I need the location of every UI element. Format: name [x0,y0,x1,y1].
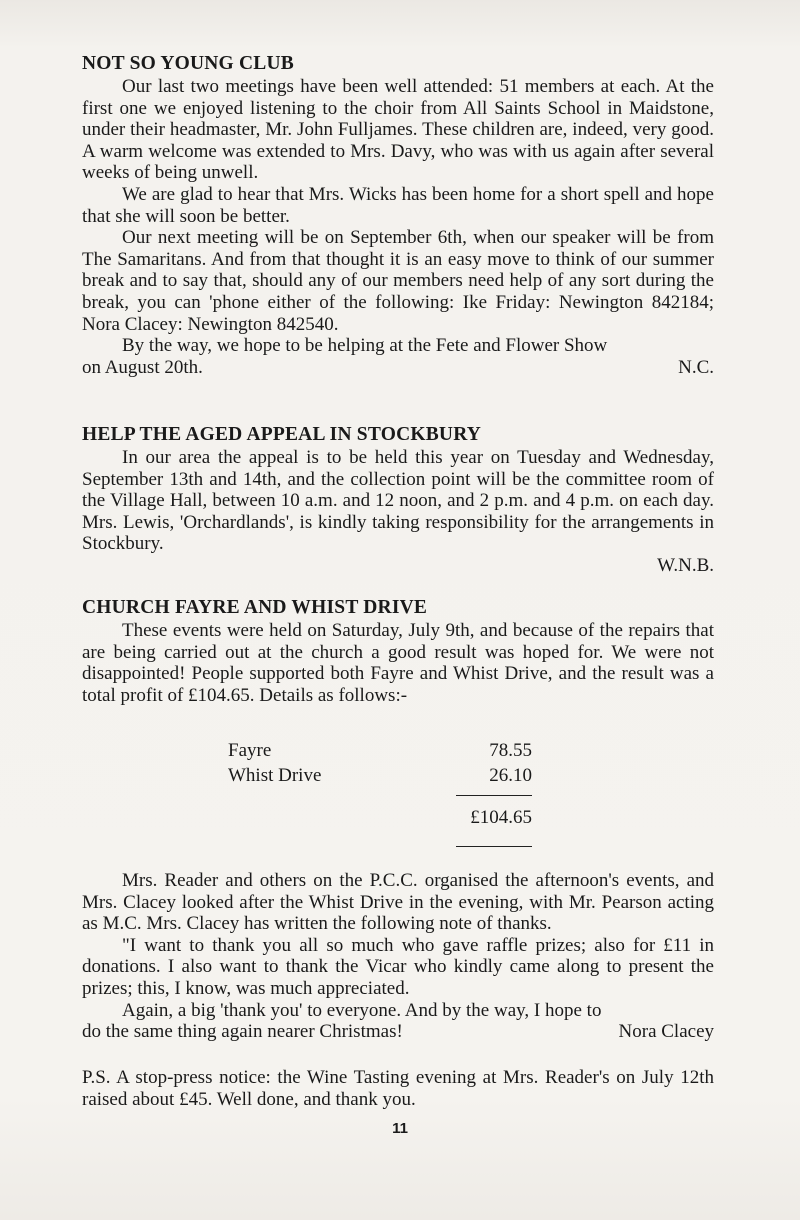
row-amount: 78.55 [489,740,532,761]
row-label: Whist Drive [228,765,322,786]
closing-line [82,357,714,379]
subtotal-rule [456,795,532,796]
closing-line [82,1021,714,1043]
section-not-so-young-club [82,52,714,378]
page-number: 11 [392,1120,408,1137]
paragraph: In our area the appeal is to be held this year on Tuesday and Wednesday, September 13th and 14th, and the collection point will be the committee room of the Village Hall, between 10 a.m. and 12 noon, and 2 p.m. and 4 p.m. on each day. Mrs. Lewis, 'Orchardlands', is kindly taking responsibility for the arrangements in Stockbury. [82,447,714,555]
section-church-fayre-continued [82,870,714,1043]
paragraph: Our next meeting will be on September 6th, when our speaker will be from The Samaritans. And from that thought it is an easy move to think of our summer break and to say that, should any of our members need help of any sort during the break, you can 'phone either of the following: Ike Friday: Newington 842184; Nora Clacey: Newington 842540. [82,227,714,335]
section-church-fayre [82,596,714,706]
paragraph: These events were held on Saturday, July 9th, and because of the repairs that are being carried out at the church a good result was hoped for. We were not disappointed! People supported both Fayre and Whist Drive, and the result was a total profit of £104.65. Details as follows:- [82,620,714,706]
total-rule [456,846,532,847]
postscript-text: P.S. A stop-press notice: the Wine Tasting evening at Mrs. Reader's on July 12th raised about £45. Well done, and thank you. [82,1067,714,1110]
paragraph: By the way, we hope to be helping at the Fete and Flower Show [122,335,608,357]
table-total: £104.65 [470,807,532,828]
author-signature: Nora Clacey [618,1021,714,1043]
paragraph: Again, a big 'thank you' to everyone. And by the way, I hope to [122,999,602,1021]
row-amount: 26.10 [489,765,532,786]
paragraph-end: do the same thing again nearer Christmas! [82,1021,403,1043]
postscript [82,1067,714,1110]
paragraph: We are glad to hear that Mrs. Wicks has been home for a short spell and hope that she will soon be better. [82,183,714,227]
results-table [228,738,532,788]
table-row [228,763,532,788]
paragraph: Our last two meetings have been well attended: 51 members at each. At the first one we enjoyed listening to the choir from All Saints School in Maidstone, under their headmaster, Mr. John Fulljames. These children are, indeed, very good. A warm welcome was extended to Mrs. Davy, who was with us again after several weeks of being unwell. [82,76,714,184]
table-row [228,738,532,763]
section-heading: CHURCH FAYRE AND WHIST DRIVE [82,597,428,618]
section-heading: NOT SO YOUNG CLUB [82,53,294,74]
row-label: Fayre [228,740,272,761]
section-heading: HELP THE AGED APPEAL IN STOCKBURY [82,424,482,445]
section-help-the-aged [82,423,714,577]
author-initials: W.N.B. [657,554,714,576]
author-initials: N.C. [678,356,714,378]
paragraph: Mrs. Reader and others on the P.C.C. organised the afternoon's events, and Mrs. Clacey looked after the Whist Drive in the evening, with Mr. Pearson acting as M.C. Mrs. Clacey has written the following note of thanks. [82,870,714,935]
paragraph: "I want to thank you all so much who gave raffle prizes; also for £11 in donations. I also want to thank the Vicar who kindly came along to present the prizes; this, I know, was much appreciated. [82,934,714,999]
paragraph-end: on August 20th. [82,356,203,378]
